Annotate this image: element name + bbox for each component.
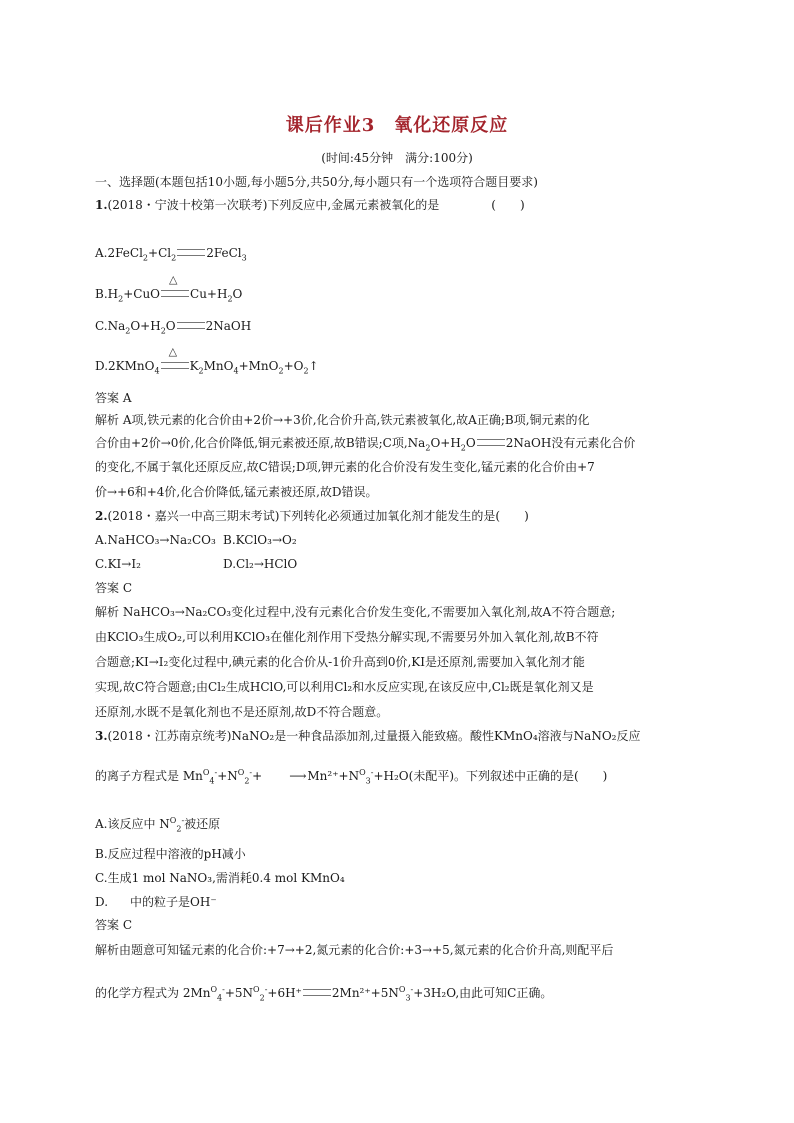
q1-option-c: $C.Na_2O+H_2O$ 2NaOH [95, 319, 252, 336]
equals-sign [303, 989, 331, 996]
equals-sign [477, 439, 505, 446]
q1-option-d-label: D. [95, 359, 109, 373]
q2-stem [95, 508, 529, 524]
q1-option-c-right: 2NaOH [205, 319, 252, 333]
q3-eq-c: + [252, 769, 263, 783]
q1-option-d-right2: MnO [203, 359, 234, 373]
q3-analysis-line-1: 解析由题意可知锰元素的化合价:+7→+2,氮元素的化合价:+3→+5,氮元素的化合价升高,则配平后 [95, 943, 614, 957]
q2-analysis-line-4: 实现,故C符合题意;由Cl₂生成HClO,可以利用Cl₂和水反应实现,在该反应中,Cl₂既是氧化剂又是 [95, 680, 594, 694]
q1-option-c-label: C. [95, 319, 108, 333]
q2-option-b: B.KClO₃→O₂ [223, 533, 297, 547]
q2-answer: 答案 C [95, 581, 132, 595]
q1-option-a: $A.2FeCl_2+Cl_2$ 2FeCl$_3$ [95, 246, 247, 263]
q1-analysis-2d: 2NaOH没有元素化合价 [505, 436, 636, 450]
q1-option-b-right2: O [232, 287, 243, 301]
q2-analysis-line-3: 合题意;KI→I₂变化过程中,碘元素的化合价从-1价升高到0价,KI是还原剂,需要加入氧化剂才能 [95, 655, 585, 669]
q3-analysis-2c: +6H⁺ [267, 986, 302, 1000]
q3-number: 3. [95, 729, 108, 743]
q3-eq-e: +H₂O(未配平)。下列叙述中正确的是( ) [373, 769, 608, 783]
q2-option-c: C.KI→I₂ [95, 557, 141, 571]
q2-stem-text: (2018・嘉兴一中高三期末考试)下列转化必须通过加氧化剂才能发生的是( ) [107, 509, 529, 523]
q1-analysis-2c: O [465, 436, 476, 450]
q1-option-d-right3: +MnO [238, 359, 279, 373]
q2-analysis-line-1: 解析 NaHCO₃→Na₂CO₃变化过程中,没有元素化合价发生变化,不需要加入氧化剂,故A不符合题意; [95, 605, 616, 619]
q3-option-d [95, 894, 217, 910]
q1-analysis-line-4: 价→+6和+4价,化合价降低,锰元素被还原,故D错误。 [95, 485, 378, 499]
q3-option-b: B.反应过程中溶液的pH减小 [95, 847, 246, 861]
q3-eq-d: Mn²⁺+N [307, 769, 360, 783]
q3-analysis-2d: 2Mn²⁺+5N [331, 986, 399, 1000]
q1-stem [95, 197, 525, 213]
q1-option-b-right: Cu+H [190, 287, 228, 301]
q1-option-d-left: 2KMnO [108, 359, 155, 373]
q1-option-b: $B.H_2+CuO$ △ $Cu+H_2O$ [95, 273, 243, 304]
gas-arrow-icon: ↑ [308, 359, 319, 373]
q1-option-a-left: 2FeCl [107, 246, 143, 260]
q1-option-b-label: B. [95, 287, 108, 301]
heat-condition: △ [168, 345, 178, 358]
q3-eq-a: 的离子方程式是 Mn [95, 769, 203, 783]
q1-option-c-left2: O+H [130, 319, 161, 333]
q3-stem-text: (2018・江苏南京统考)NaNO₂是一种食品添加剂,过量摄入能致癌。酸性KMnO₄溶液与NaNO₂反应 [107, 729, 641, 743]
q3-stem-equation: 的离子方程式是 $Mn^O_4^-+N^O_2^-+$ $⟶Mn^{2+}+N^O_3^-+H_2O$(未配平)。下列叙述中正确的是( ) [95, 768, 608, 786]
q2-analysis-line-2: 由KClO₃生成O₂,可以利用KClO₃在催化剂作用下受热分解实现,不需要另外加入氧化剂,故B不符 [95, 630, 599, 644]
page-subtitle: (时间:45分钟 满分:100分) [321, 151, 473, 165]
q1-option-a-label: A. [95, 246, 108, 260]
q3-option-a-text: A.该反应中 N [95, 817, 170, 831]
equals-sign [161, 290, 189, 297]
q1-option-d-right: K [189, 359, 199, 373]
q3-option-d-label: D. [95, 895, 109, 909]
q1-option-d: D.2KMnO$_4$ △ $K_2MnO_4+MnO_2+O_2↑$ [95, 345, 319, 376]
q1-analysis-2a: 合价由+2价→0价,化合价降低,铜元素被还原,故B错误;C项,Na [95, 436, 426, 450]
q3-analysis-2e: +3H₂O,由此可知C正确。 [413, 986, 553, 1000]
q3-analysis-2a: 的化学方程式为 2Mn [95, 986, 211, 1000]
q3-eq-b: +N [217, 769, 238, 783]
reaction-arrow-icon: ⟶ [289, 769, 307, 783]
q1-option-c-left3: O [165, 319, 176, 333]
heat-condition: △ [169, 273, 178, 286]
q2-options-row-1 [95, 532, 297, 548]
q1-option-a-right: 2FeCl [206, 246, 242, 260]
q1-option-b-left2: +CuO [123, 287, 161, 301]
q3-analysis-2b: +5N [224, 986, 254, 1000]
q2-analysis-line-5: 还原剂,水既不是氧化剂也不是还原剂,故D不符合题意。 [95, 705, 389, 719]
q2-options-row-2 [95, 556, 297, 572]
q1-option-c-left: Na [107, 319, 126, 333]
q1-analysis-line-3: 的变化,不属于氧化还原反应,故C错误;D项,钾元素的化合价没有发生变化,锰元素的化合价由+7 [95, 460, 595, 474]
page-title: 课后作业3 氧化还原反应 [285, 115, 509, 136]
equals-sign [177, 322, 205, 329]
q1-number: 1. [95, 198, 108, 212]
equals-sign [161, 362, 189, 369]
q1-stem-text: (2018・宁波十校第一次联考)下列反应中,金属元素被氧化的是 [107, 198, 440, 212]
q2-option-d: D.Cl₂→HClO [223, 557, 298, 571]
q1-paren: ( ) [491, 198, 525, 212]
q3-stem [95, 728, 641, 744]
q3-option-c: C.生成1 mol NaNO₃,需消耗0.4 mol KMnO₄ [95, 871, 345, 885]
equals-sign [177, 249, 205, 256]
q3-analysis-line-2: 的化学方程式为 $2Mn^O_4^-+5N^O_2^-+6H^+$ $2Mn^{2+}+5N^O_3^-+3H_2O$,由此可知C正确。 [95, 985, 553, 1003]
q3-answer: 答案 C [95, 918, 132, 932]
section-header: 一、选择题(本题包括10小题,每小题5分,共50分,每小题只有一个选项符合题目要求) [95, 175, 538, 189]
q1-option-a-left2: +Cl [148, 246, 172, 260]
q1-option-b-left: H [107, 287, 119, 301]
q1-analysis-line-1: 解析 A项,铁元素的化合价由+2价→+3价,化合价升高,铁元素被氧化,故A正确;B项,铜元素的化 [95, 413, 590, 427]
q1-option-d-right4: +O [283, 359, 304, 373]
q1-answer: 答案 A [95, 391, 132, 405]
q3-option-a: A.该反应中 $N^O_2^-$被还原 [95, 816, 221, 834]
q3-option-a-tail: 被还原 [184, 817, 221, 831]
q2-number: 2. [95, 509, 108, 523]
q3-option-d-text: 中的粒子是OH⁻ [130, 895, 217, 909]
q1-analysis-line-2: 合价由+2价→0价,化合价降低,铜元素被还原,故B错误;C项$,Na_2O+H_2O$ 2NaOH没有元素化合价 [95, 436, 636, 453]
q1-analysis-2b: O+H [430, 436, 461, 450]
q2-option-a: A.NaHCO₃→Na₂CO₃ [95, 533, 216, 547]
